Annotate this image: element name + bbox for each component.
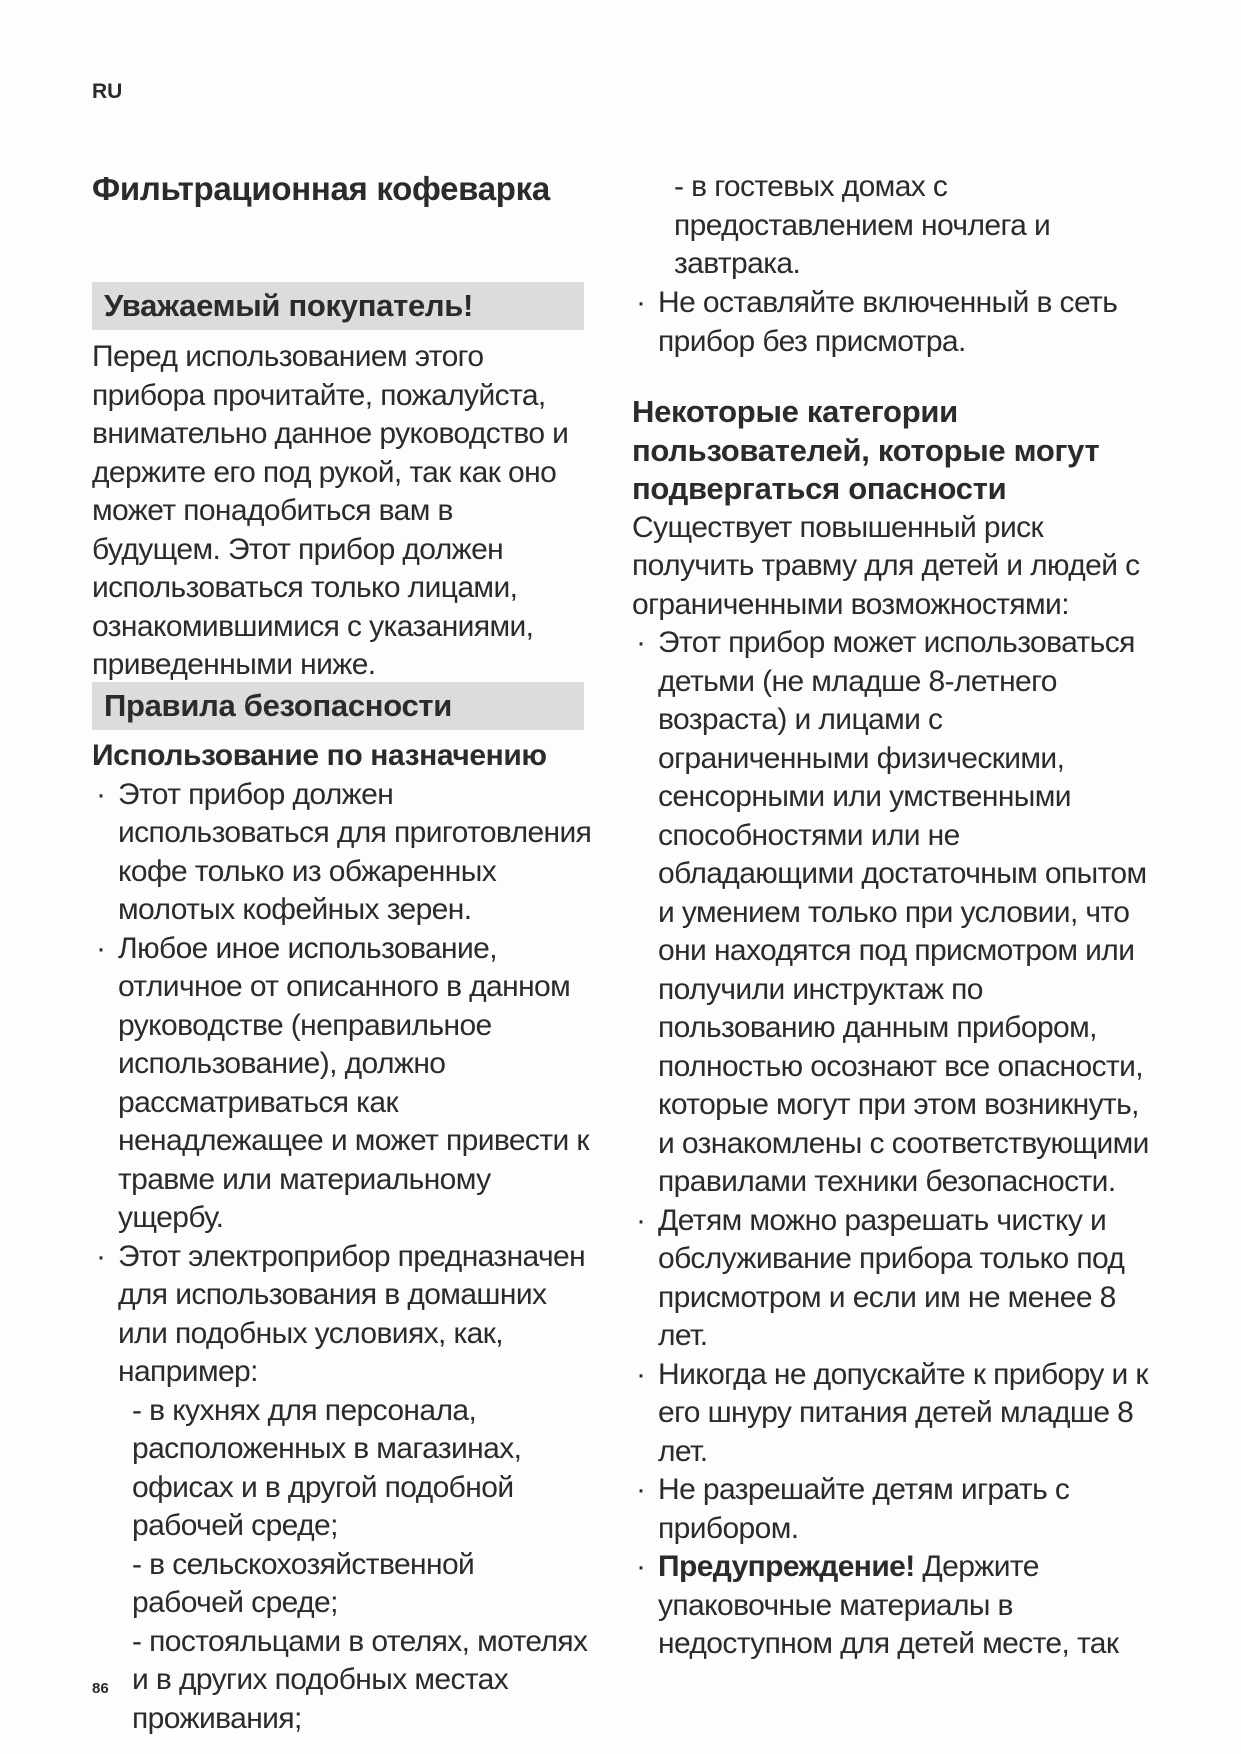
bullet-icon: ·	[636, 1550, 646, 1583]
sub-list-item: - в сельскохозяйственной рабочей среде;	[132, 1547, 475, 1619]
list-item: · Этот прибор должен использоваться для приготовления кофе только из обжаренных молотых кофейных зерен.	[96, 777, 592, 926]
bullet-icon: ·	[96, 777, 106, 811]
intended-use-section	[92, 737, 592, 1738]
bullet-icon: ·	[636, 1357, 646, 1391]
page-number: 86	[92, 1680, 109, 1697]
page-title: Фильтрационная кофеварка	[92, 170, 550, 207]
list-item: · Никогда не допускайте к прибору и к его шнуру питания детей младше 8 лет.	[636, 1357, 1148, 1468]
dear-customer-heading: Уважаемый покупатель!	[92, 282, 584, 330]
list-item: · Детям можно разрешать чистку и обслуживание прибора только под присмотром и если им не менее 8 лет.	[636, 1203, 1125, 1352]
categories-heading: Некоторые категории пользователей, которые могут подвергаться опасности	[632, 394, 1100, 506]
bullet-icon: ·	[636, 286, 646, 319]
bullet-icon: ·	[636, 1203, 646, 1237]
list-item: · Не оставляйте включенный в сеть прибор без присмотра.	[636, 286, 1118, 358]
bullet-icon: ·	[636, 1473, 646, 1506]
list-item: · Этот прибор может использоваться детьми (не младше 8-летнего возраста) и лицами с ограниченными физическими, сенсорными или умственными способностями или не обладающими достаточным опытом и умением только при условии, что они находятся под присмотром или получили инструктаж по пользованию данным прибором, полностью осознают все опасности, которые могут при этом возникнуть, и ознакомлены с соответствующими правилами техники безопасности.	[636, 626, 1149, 1198]
language-code: RU	[92, 80, 123, 103]
sub-list-item: - в кухнях для персонала, расположенных в магазинах, офисах и в другой подобной рабочей среде;	[132, 1393, 522, 1542]
categories-section	[632, 393, 1152, 1664]
bullet-icon: ·	[636, 626, 646, 659]
warning-item	[632, 1548, 1152, 1664]
list-item: · Этот электроприбор предназначен для использования в домашних или подобных условиях, как, например:	[96, 1239, 586, 1388]
list-item: · Любое иное использование, отличное от описанного в данном руководстве (неправильное использование), должно рассматриваться как ненадлежащее и может привести к травме или материальному ущербу.	[96, 931, 589, 1234]
warning-label: Предупреждение!	[658, 1550, 915, 1583]
safety-heading: Правила безопасности	[92, 682, 584, 730]
bullet-icon: ·	[96, 931, 106, 965]
bullet-icon: ·	[96, 1239, 106, 1273]
dear-customer-text: Перед использованием этого прибора прочитайте, пожалуйста, внимательно данное руководство и держите его под рукой, так как оно может понадобиться вам в будущем. Этот прибор должен использоваться только лицами, ознакомившимися с указаниями, приведенными ниже.	[92, 340, 569, 681]
intended-use-heading: Использование по назначению	[92, 739, 547, 772]
unattended-bullet	[632, 284, 1152, 361]
intended-use-continued	[662, 168, 1152, 284]
categories-intro: Существует повышенный риск получить травму для детей и людей с ограниченными возможностями:	[632, 510, 1140, 621]
warning-text: Держите упаковочные материалы в недоступном для детей месте, так	[658, 1550, 1119, 1660]
sub-list-item: - в гостевых домах с предоставлением ночлега и завтрака.	[674, 170, 1051, 280]
sub-list-item: - постояльцами в отелях, мотелях и в других подобных местах проживания;	[132, 1624, 588, 1735]
list-item: · Не разрешайте детям играть с прибором.	[636, 1473, 1070, 1545]
